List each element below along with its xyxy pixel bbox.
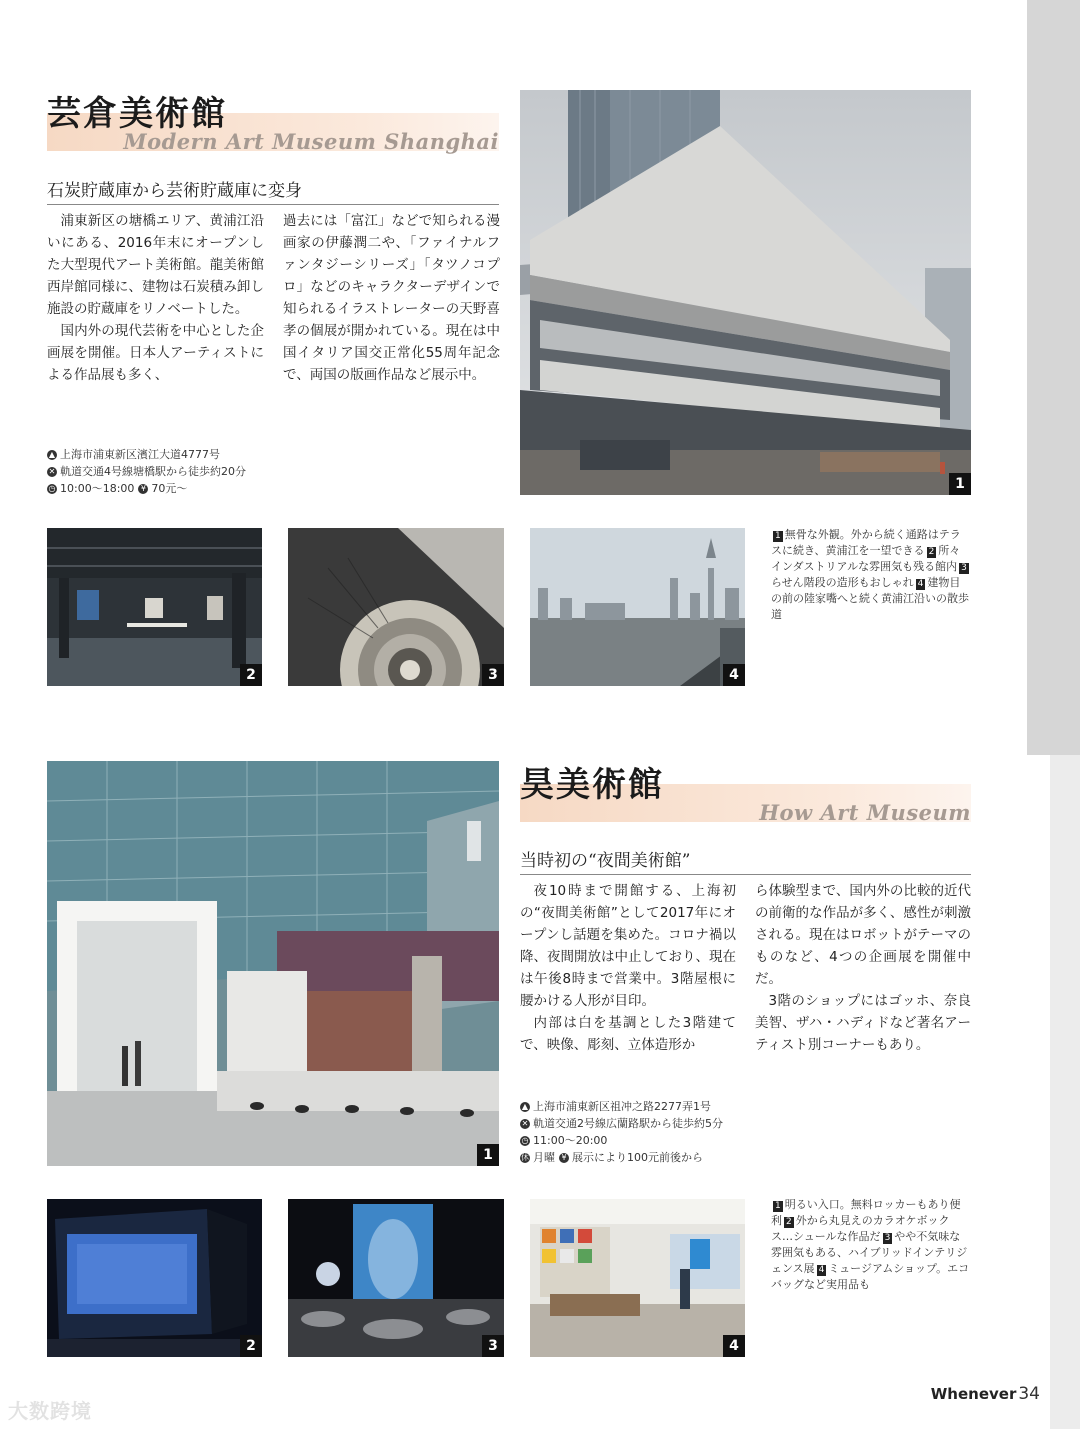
side-margin-band [1050, 755, 1080, 1429]
section2-title: 昊美術館 [520, 765, 664, 805]
caption-text: 無骨な外観。外から続く通路はテラスに続き、黄浦江を一望できる [771, 528, 961, 557]
body-paragraph: ら体験型まで、国内外の比較的近代の前衛的な作品が多く、感性が刺激される。現在はロボットがテーマのものなど、4つの企画展を開催中だ。 [755, 883, 971, 987]
address-text: 上海市浦東新区濱江大道4777号 [60, 448, 220, 461]
photo-building-exterior [520, 90, 971, 495]
yen-icon: ¥ [559, 1153, 569, 1163]
section2-english-title: How Art Museum [759, 800, 971, 825]
photo-number: 1 [949, 473, 971, 495]
section1-body-col1 [47, 210, 264, 386]
section1-rule [47, 204, 499, 205]
body-paragraph: 内部は白を基調とした3階建てで、映像、彫刻、立体造形か [520, 1015, 736, 1053]
caption-number: 2 [786, 1217, 792, 1227]
caption-number: 3 [884, 1233, 891, 1243]
hours-text: 10:00〜18:00 [60, 482, 135, 495]
section2-body-col1 [520, 880, 736, 1056]
caption-text: らせん階段の造形もおしゃれ [771, 576, 914, 589]
brand-name: Whenever [930, 1385, 1017, 1403]
section2-info [520, 1098, 723, 1166]
caption-number: 1 [775, 531, 781, 541]
yen-icon: ¥ [138, 484, 148, 494]
building-icon: ▲ [521, 1101, 529, 1111]
section2-subhead: 当時初の“夜間美術館” [520, 851, 691, 871]
photo-river-skyline [530, 528, 745, 686]
caption-text: 建物目の前の陸家嘴へと続く黄浦江沿いの散歩道 [771, 576, 969, 621]
watermark: 大数跨境 [8, 1399, 92, 1423]
photo-number: 2 [240, 664, 262, 686]
page-number: 34 [1018, 1384, 1040, 1404]
caption-text: やや不気味な雰囲気もある、ハイブリッドインテリジェンス展 [771, 1230, 968, 1275]
train-icon: ✕ [48, 466, 56, 476]
body-paragraph: 3階のショップにはゴッホ、奈良美智、ザハ・ハディドなど著名アーティスト別コーナーもあり。 [755, 993, 971, 1053]
clock-icon: ◷ [521, 1135, 529, 1145]
section1-info [47, 446, 246, 497]
caption-number: 2 [928, 547, 935, 557]
caption-text: 外から丸見えのカラオケボックス…シュールな作品だ [771, 1214, 950, 1243]
photo-hybrid-intelligence [288, 1199, 504, 1357]
section1-captions [771, 527, 971, 623]
photo-number: 3 [482, 1335, 504, 1357]
building-icon: ▲ [48, 449, 56, 459]
photo-how-art-entrance [47, 761, 499, 1166]
section2-body-col2 [755, 880, 971, 1056]
body-paragraph: 国内外の現代芸術を中心とした企画展を開催。日本人アーティストによる作品展も多く、 [47, 323, 264, 383]
access-text: 軌道交通2号線広蘭路駅から徒歩約5分 [533, 1117, 723, 1130]
caption-text: ミュージアムショップ。エコバッグなど実用品も [771, 1262, 970, 1291]
body-paragraph: 夜10時まで開館する、上海初の“夜間美術館”として2017年にオープンし話題を集めた。コロナ禍以降、夜間開放は中止しており、現在は午後8時まで営業中。3階屋根に腰かける人形が目印。 [520, 883, 736, 1009]
photo-number: 1 [477, 1144, 499, 1166]
footer-brand [931, 1384, 1040, 1404]
photo-number: 2 [240, 1335, 262, 1357]
caption-text: 所々インダストリアルな雰囲気も残る館内 [771, 544, 961, 573]
price-text: 展示により100元前後から [572, 1151, 703, 1164]
caption-number: 1 [775, 1201, 781, 1211]
photo-number: 4 [723, 664, 745, 686]
section1-english-title: Modern Art Museum Shanghai [123, 129, 499, 154]
section1-body-col2 [283, 210, 500, 386]
side-index-tab [1027, 0, 1080, 755]
address-text: 上海市浦東新区祖冲之路2277弄1号 [533, 1100, 711, 1113]
access-text: 軌道交通4号線塘橋駅から徒歩約20分 [60, 465, 246, 478]
section1-title: 芸倉美術館 [47, 94, 227, 134]
closed-icon: 休 [521, 1152, 529, 1162]
clock-icon: ◷ [48, 483, 56, 493]
hours-text: 11:00〜20:00 [533, 1134, 608, 1147]
caption-number: 3 [961, 563, 967, 573]
section1-subhead: 石炭貯蔵庫から芸術貯蔵庫に変身 [47, 181, 302, 201]
section2-rule [520, 874, 971, 875]
photo-museum-shop [530, 1199, 745, 1357]
photo-karaoke-cube [47, 1199, 262, 1357]
photo-number: 3 [482, 664, 504, 686]
closed-text: 月曜 [533, 1151, 555, 1164]
photo-number: 4 [723, 1335, 745, 1357]
section2-captions [771, 1197, 971, 1293]
caption-number: 4 [818, 1265, 825, 1275]
body-paragraph: 浦東新区の塘橋エリア、黄浦江沿いにある、2016年末にオープンした大型現代アート美術館。龍美術館西岸館同様に、建物は石炭積み卸し施設の貯蔵庫をリノベートした。 [47, 213, 264, 317]
caption-number: 4 [917, 579, 924, 589]
body-paragraph: 過去には「富江」などで知られる漫画家の伊藤潤二や、「ファイナルファンタジーシリーズ」「タツノコプロ」などのキャラクターデザインで知られるイラストレーターの天野喜孝の個展が開かれている。現在は中国イタリア国交正常化55周年記念で、両国の版画作品など展示中。 [283, 213, 500, 383]
caption-text: 明るい入口。無料ロッカーもあり便利 [771, 1198, 961, 1227]
train-icon: ✕ [521, 1118, 529, 1128]
photo-spiral-staircase [288, 528, 504, 686]
photo-interior-hall [47, 528, 262, 686]
price-text: 70元〜 [151, 482, 188, 495]
